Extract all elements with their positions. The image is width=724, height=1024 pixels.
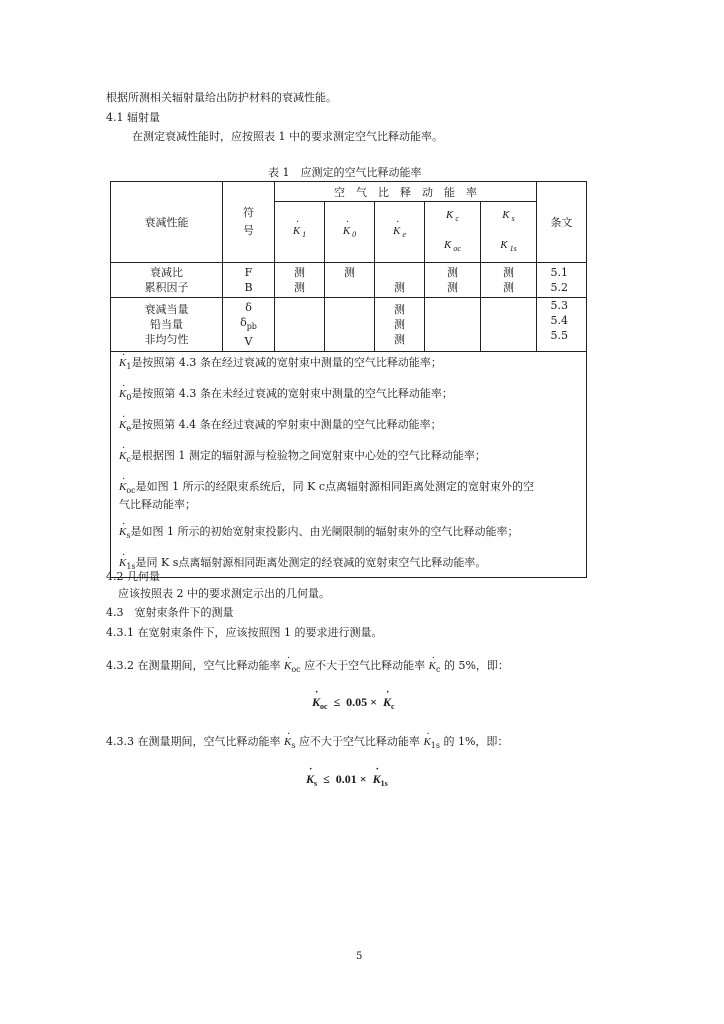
s433-post: 的 1%，即： [443,735,509,748]
formula-4-3-3: · $K_s \le 0.01$ × · $K_{1s}$ [306,772,388,788]
group-b-property [111,298,223,352]
row-property: 累积因子 [144,281,189,294]
group-a-ks [481,263,537,298]
cell-measure: 测 [394,303,405,316]
note-kc: · $K_c$是根据图 1 测定的辐射源与检验物之间宽射束中心处的空气比释动能率； [119,449,580,467]
section-4-1-heading: 4.1 辐射量 [106,111,160,124]
header-kc-koc: · K $_c$ · K $_{oc}$ [425,202,481,263]
section-4-3-2: 4.3.2 在测量期间，空气比释动能率 · $K_{oc}$ 应不大于空气比释动能率 · $K_c$ 的 5%，即： [106,659,509,677]
header-ks-k1s: · K $_s$ · K $_{1s}$ [481,202,537,263]
row-symbol: F [244,266,253,279]
page-number: 5 [356,951,363,962]
group-b-ks [481,298,537,352]
group-a-ke [375,263,425,298]
s432-mid: 应不大于空气比释动能率 [304,659,426,672]
cell-measure: 测 [447,281,458,294]
row-property: 铅当量 [150,318,183,331]
cell-measure: 测 [394,318,405,331]
row-clause: 5.4 [550,314,569,327]
cell-measure: 测 [294,266,305,279]
row-clause: 5.1 [550,266,569,279]
header-symbol-label: 符号 [243,206,254,237]
group-b-k0 [325,298,375,352]
note-ke: · $K_e$是按照第 4.4 条在经过衰减的窄射束中测量的空气比释动能率； [119,418,580,436]
header-ke: · K $_e$ [375,202,425,263]
section-4-3-3: 4.3.3 在测量期间，空气比释动能率 · $K_s$ 应不大于空气比释动能率 · $K_{1s}$ 的 1%，即： [106,735,508,753]
cell-measure: 测 [294,281,305,294]
row-property: 非均匀性 [144,333,189,346]
group-b-kc [425,298,481,352]
table-caption: 表 1 应测定的空气比释动能率 [268,166,422,179]
note-ks: · $K_s$是如图 1 所示的初始宽射束投影内、由光阑限制的辐射束外的空气比释动能率； [119,525,580,543]
cell-measure [325,280,374,295]
s433-pre: 4.3.3 在测量期间，空气比释动能率 [106,735,281,748]
group-a-symbol [223,263,275,298]
group-b-k1 [275,298,325,352]
intro-text: 根据所测相关辐射量给出防护材料的衰减性能。 [106,91,337,104]
cell-measure: 测 [394,333,405,346]
row-symbol: V [244,335,253,348]
group-b-clause [537,298,587,352]
row-symbol: δ [245,301,252,314]
cell-measure: 测 [503,281,514,294]
row-property: 衰减比 [150,266,183,279]
section-4-3-1: 4.3.1 在宽射束条件下，应该按照图 1 的要求进行测量。 [106,626,383,639]
note-k0: · $K_0$是按照第 4.3 条在未经过衰减的宽射束中测量的空气比释动能率； [119,387,580,405]
section-4-2-body: 应该按照表 2 中的要求测定示出的几何量。 [118,587,330,600]
section-4-3-heading: 4.3 宽射束条件下的测量 [106,606,234,619]
s432-post: 的 5%，即： [443,659,509,672]
group-a-property [111,263,223,298]
row-clause: 5.5 [550,329,569,342]
table-1 [110,181,587,578]
s432-pre: 4.3.2 在测量期间，空气比释动能率 [106,659,281,672]
group-a-k1 [275,263,325,298]
table-notes [111,352,587,578]
cell-measure: 测 [344,266,355,279]
section-4-1-body: 在测定衰减性能时，应按照表 1 中的要求测定空气比释动能率。 [132,130,443,143]
header-property: 衰减性能 [111,182,223,263]
group-b-symbol [223,298,275,352]
header-symbol [223,182,275,263]
cell-measure: 测 [394,281,405,294]
header-group: 空 气 比 释 动 能 率 [275,182,537,202]
group-a-clause [537,263,587,298]
note-k1: · $K_1$是按照第 4.3 条在经过衰减的宽射束中测量的空气比释动能率； [119,356,580,374]
header-clause: 条文 [537,182,587,263]
row-clause: 5.3 [550,299,569,312]
row-property: 衰减当量 [144,303,189,316]
note-koc: · $K_{oc}$是如图 1 所示的经限束系统后，同 K c点离辐射源相同距离处测定的宽射束外的空气比释动能率； [119,480,580,512]
cell-measure: 测 [503,266,514,279]
s433-mid: 应不大于空气比释动能率 [298,735,420,748]
header-k0: · K $_0$ [325,202,375,263]
note-k1s: · $K_{1s}$是同 K s点离辐射源相同距离处测定的经衰减的宽射束空气比释动能率。 [119,556,580,574]
row-clause: 5.2 [550,281,569,294]
formula-4-3-2: · $K_{oc} \le 0.05$ × · $K_c$ [312,695,395,711]
group-a-kc [425,263,481,298]
row-symbol: B [244,281,253,294]
cell-measure [375,265,424,280]
group-b-ke [375,298,425,352]
section-4-2-heading: 4.2 几何量 [106,570,160,583]
group-a-k0 [325,263,375,298]
header-k1: · K $_1$ [275,202,325,263]
cell-measure: 测 [447,266,458,279]
row-symbol: $\delta_{pb}$ [240,316,257,331]
